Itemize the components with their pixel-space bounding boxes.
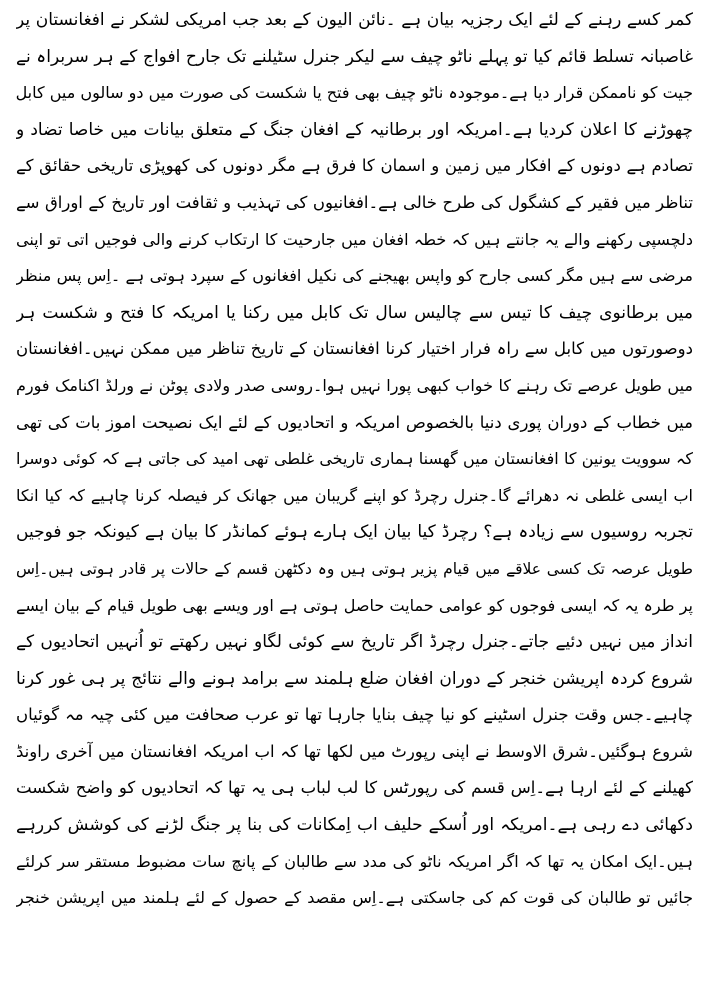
text-line: پر طرہ یہ کہ ایسی فوجوں کو عوامی حمایت حاصل ہوتی ہے اور ویسے بھی طویل قیام کے بیان ایسے xyxy=(16,595,693,615)
text-line: چاہیے۔جس وقت جنرل اسٹینے کو نیا چیف بنایا جارہا تھا تو عرب صحافت میں کئی چیہ مہ گوئیاں xyxy=(16,705,693,725)
text-line: کمر کسے رہنے کے لئے ایک رجزیہ بیان ہے ۔نائن الیون کے بعد جب امریکی لشکر نے افغانستان پر xyxy=(16,10,693,30)
text-line: میں خطاب کے دوران پوری دنیا بالخصوص امریکہ و اتحادیوں کے لئے ایک نصیحت اموز بات کی تھی xyxy=(16,412,693,432)
text-line: کھیلنے کے لئے ارہا ہے۔اِس قسم کی رپورٹس کا لب لباب ہی یہ تھا کہ اتحادیوں کو واضح شکست xyxy=(16,778,693,798)
text-line: جائیں تو طالبان کی قوت کم کی جاسکتی ہے۔اِس مقصد کے حصول کے لئے ہلمند میں اپریشن خنجر xyxy=(16,888,693,908)
text-line: طویل عرصہ تک کسی علاقے میں قیام پزیر ہوتی ہیں وہ دکٹھن قسم کے حالات پر قادر ہوتی ہیں۔اِس xyxy=(16,559,693,578)
text-line: چھوڑنے کا اعلان کردیا ہے۔امریکہ اور برطانیہ کے افغان جنگ کے متعلق بیانات میں خاصا تضاد و xyxy=(16,119,693,140)
text-line: کہ سوویت یونین کا افغانستان میں گھسنا ہماری تاریخی غلطی تھی امید کی جاتی ہے کہ کوئی دوسرا xyxy=(16,449,693,469)
text-line: شروع کردہ اپریشن خنجر کے دوران افغان ضلع ہلمند سے برامد ہونے والے نتائج پر ہی غور کرنا xyxy=(16,668,693,689)
text-line: جیت کو ناممکن قرار دیا ہے۔موجودہ ناٹو چیف بھی فتح یا شکست کی صورت میں دو سالوں میں کابل xyxy=(16,83,693,103)
text-line: دکھائی دے رہی ہے۔امریکہ اور اُسکے حلیف اب اِمکانات کی بنا پر جنگ لڑنے کی کوشش کررہے xyxy=(16,815,693,836)
text-line: میں طویل عرصے تک رہنے کا خواب کبھی پورا نہیں ہوا۔روسی صدر ولادی پوٹن نے ورلڈ اکنامک فورم xyxy=(16,375,693,395)
text-line: تناظر میں فقیر کے کشگول کی طرح خالی ہے۔افغانیوں کی تہذیب و ثقافت اور تاریخ کے اوراق سے xyxy=(16,192,693,212)
text-line: غاصبانہ تسلط قائم کیا تو پہلے ناٹو چیف سے لیکر جنرل سٹیلنے تک جارح افواج کے ہر سربراہ نے xyxy=(16,46,693,67)
text-line: انداز میں نہیں دئیے جاتے۔جنرل رچرڈ اگر تاریخ سے کوئی لگاو نہیں رکھتے تو اُنہیں اتحادیوں کے xyxy=(16,632,693,653)
text-line: دلچسپی رکھنے والے یہ جانتے ہیں کہ خطہ افغان میں جارحیت کا ارتکاب کرنے والی فوجیں اتی تو اپنی xyxy=(16,229,693,249)
text-line: تصادم ہے دونوں کے افکار میں زمین و اسمان کا فرق ہے مگر دونوں کی کھوپڑی تاریخی حقائق کے xyxy=(16,156,693,176)
text-line: میں برطانوی چیف کا تیس سے چالیس سال تک کابل میں رکنا یا امریکہ کا فتح و شکست ہر xyxy=(16,302,693,323)
text-line: دوصورتوں میں کابل سے راہ فرار اختیار کرنا افغانستان کے تاریخ تناظر میں ممکن نہیں۔افغانستان xyxy=(16,339,693,359)
text-line: شروع ہوگئیں۔شرق الاوسط نے اپنی رپورٹ میں لکھا تھا کہ اب امریکہ افغانستان میں آخری راونڈ xyxy=(16,741,693,761)
text-line: اب ایسی غلطی نہ دھرائے گا۔جنرل رچرڈ کو اپنے گریبان میں جھانک کر فیصلہ کرنا چاہیے کہ کیا انکا xyxy=(16,485,693,505)
text-line: ہیں۔ایک امکان یہ تھا کہ اگر امریکہ ناٹو کی مدد سے طالبان کے پانچ سات مضبوط مستقر سر کرلئے xyxy=(16,851,693,871)
text-line: مرضی سے ہیں مگر کسی جارح کو واپس بھیجنے کی نکیل افغانوں کے سپرد ہوتی ہے ۔اِس پس منظر xyxy=(16,266,693,286)
text-line: تجربہ روسیوں سے زیادہ ہے؟ رچرڈ کیا بیان ایک ہارے ہوئے کمانڈر کا بیان ہے کیونکہ جو فوجیں xyxy=(16,522,693,543)
